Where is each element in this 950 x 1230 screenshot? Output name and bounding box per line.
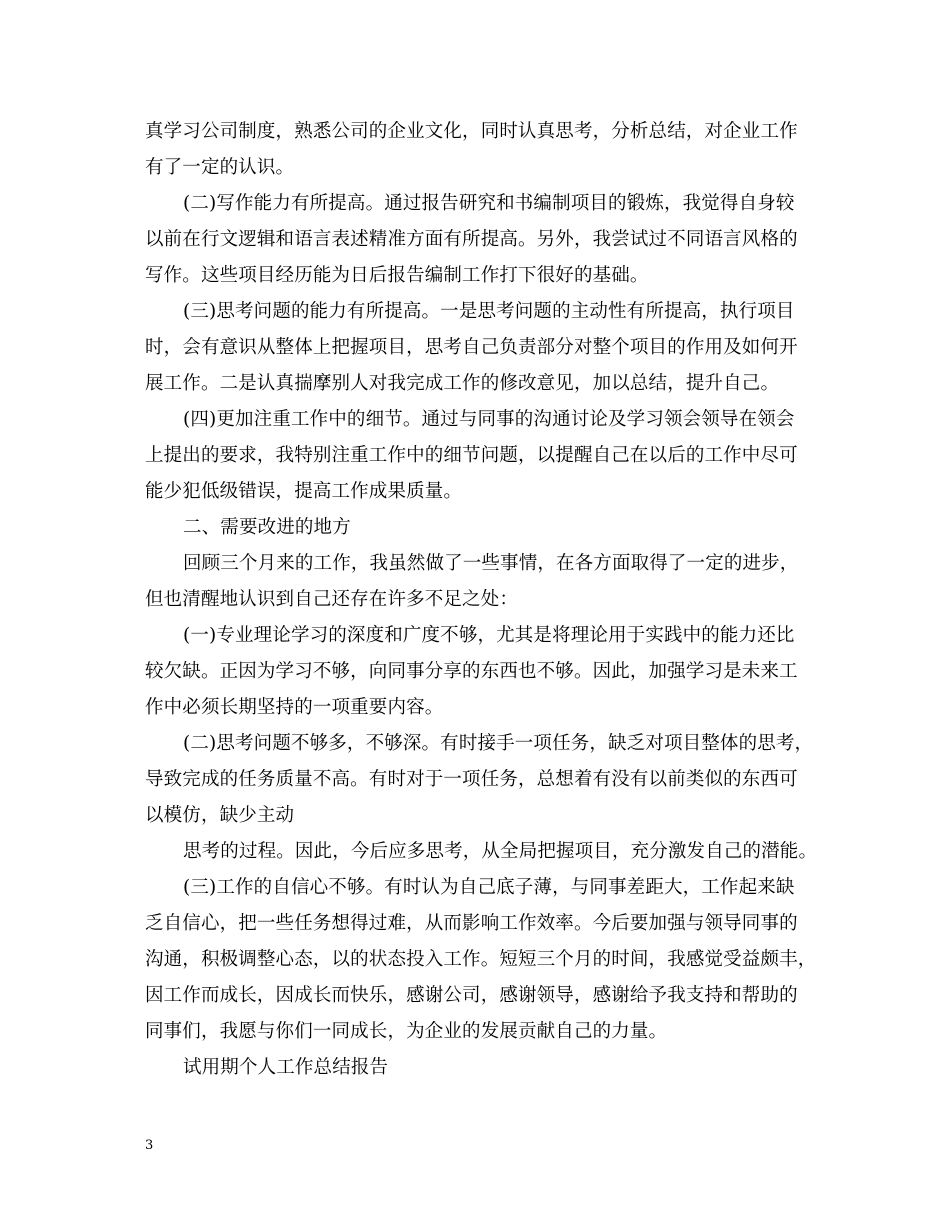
text-line: 因工作而成长，因成长而快乐，感谢公司，感谢领导，感谢给予我支持和帮助的 <box>145 985 798 1006</box>
text-line: 以前在行文逻辑和语言表述精准方面有所提高。另外，我尝试过不同语言风格的 <box>145 229 798 250</box>
text-line: 展工作。二是认真揣摩别人对我完成工作的修改意见，加以总结，提升自己。 <box>145 373 780 394</box>
text-line: 作中必须长期坚持的一项重要内容。 <box>145 697 444 718</box>
text-line: (二)写作能力有所提高。通过报告研究和书编制项目的锻炼，我觉得自身较 <box>183 193 795 214</box>
text-line: (四)更加注重工作中的细节。通过与同事的沟通讨论及学习领会领导在领会 <box>183 409 795 430</box>
text-line: 以模仿，缺少主动 <box>145 805 295 826</box>
text-line: 上提出的要求，我特别注重工作中的细节问题，以提醒自己在以后的工作中尽可 <box>145 445 798 466</box>
text-line: 思考的过程。因此，今后应多思考，从全局把握项目，充分激发自己的潜能。 <box>183 841 818 862</box>
text-line: 同事们，我愿与你们一同成长，为企业的发展贡献自己的力量。 <box>145 1021 668 1042</box>
text-line: 能少犯低级错误，提高工作成果质量。 <box>145 481 463 502</box>
text-line: 沟通，积极调整心态，以的状态投入工作。短短三个月的时间，我感觉受益颇丰， <box>145 949 817 970</box>
text-line: (二)思考问题不够多，不够深。有时接手一项任务，缺乏对项目整体的思考， <box>183 733 814 754</box>
text-line: (三)思考问题的能力有所提高。一是思考问题的主动性有所提高，执行项目 <box>183 301 795 322</box>
text-line: (一)专业理论学习的深度和广度不够，尤其是将理论用于实践中的能力还比 <box>183 625 795 646</box>
text-line: (三)工作的自信心不够。有时认为自己底子薄，与同事差距大，工作起来缺 <box>183 877 795 898</box>
section-heading: 二、需要改进的地方 <box>183 517 351 538</box>
text-line: 时，会有意识从整体上把握项目，思考自己负责部分对整个项目的作用及如何开 <box>145 337 798 358</box>
page-number: 3 <box>145 1138 154 1153</box>
document-title-line: 试用期个人工作总结报告 <box>183 1057 389 1078</box>
text-line: 但也清醒地认识到自己还存在许多不足之处： <box>145 589 519 610</box>
text-line: 写作。这些项目经历能为日后报告编制工作打下很好的基础。 <box>145 265 649 286</box>
text-line: 乏自信心，把一些任务想得过难，从而影响工作效率。今后要加强与领导同事的 <box>145 913 798 934</box>
text-line: 导致完成的任务质量不高。有时对于一项任务，总想着有没有以前类似的东西可 <box>145 769 798 790</box>
text-line: 较欠缺。正因为学习不够，向同事分享的东西也不够。因此，加强学习是未来工 <box>145 661 798 682</box>
text-line: 回顾三个月来的工作，我虽然做了一些事情，在各方面取得了一定的进步， <box>183 553 799 574</box>
text-line: 真学习公司制度，熟悉公司的企业文化，同时认真思考，分析总结，对企业工作 <box>145 121 798 142</box>
text-line: 有了一定的认识。 <box>145 157 295 178</box>
